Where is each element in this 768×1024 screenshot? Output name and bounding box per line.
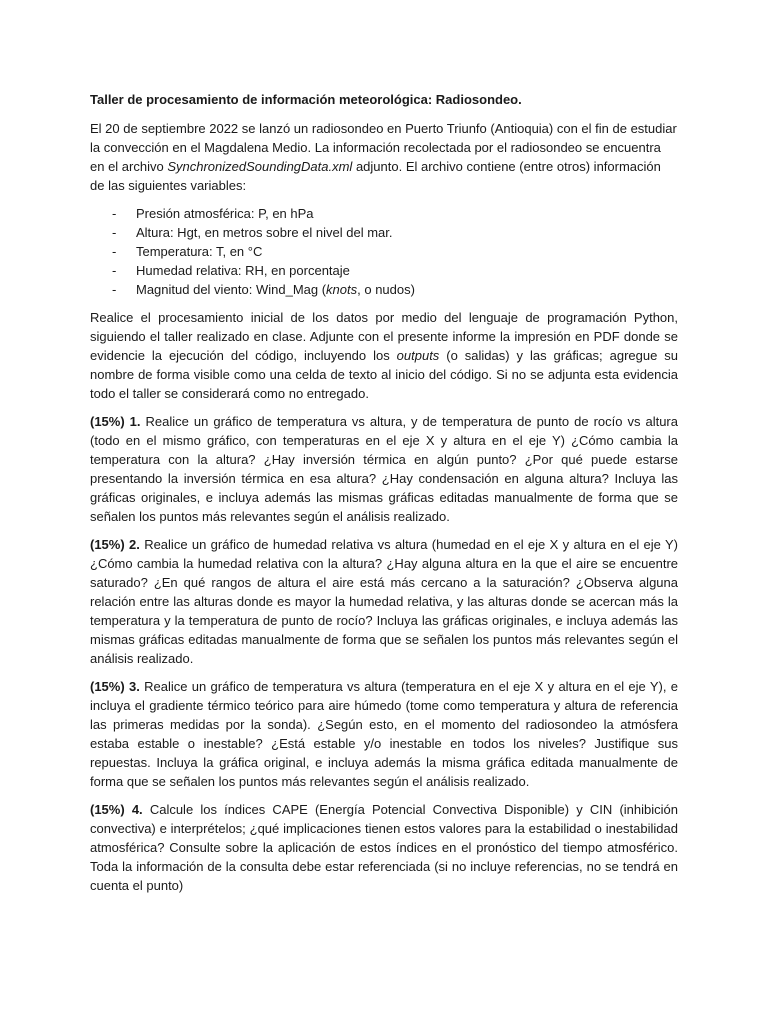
wind-text-italic: knots — [326, 282, 358, 297]
question-4 — [90, 800, 678, 895]
document-page — [90, 90, 678, 904]
question-text: Realice un gráfico de temperatura vs altura (temperatura en el eje X y altura en el eje Y), e incluya el gradiente térmico teórico para aire húmedo (tome como temperatura y altura de referencia las primeras medidas por la sonda). ¿Según esto, en el momento del radiosondeo la atmósfera estaba estable o inestable? ¿Está estable y/o inestable en todos los niveles? Justifique sus repuestas. Incluya la gráfica original, e incluya además la misma gráfica editada manualmente de forma que se señalen los puntos más relevantes según el análisis realizado. — [90, 679, 678, 789]
question-label: (15%) 2. — [90, 537, 140, 552]
processing-paragraph — [90, 308, 678, 403]
list-dash: - — [112, 225, 117, 240]
question-1 — [90, 412, 678, 526]
list-dash: - — [112, 282, 117, 297]
intro-paragraph — [90, 119, 678, 195]
processing-text-1: Realice el procesamiento inicial de los datos por medio del lenguaje de programación Python, siguiendo el taller realizado en clase. Adjunte con el presente informe la impresión en PDF donde se evidencie la ejecución del código, incluyendo los — [90, 310, 678, 363]
processing-italic: outputs — [396, 348, 440, 363]
list-item-text: Presión atmosférica: P, en hPa — [136, 206, 314, 221]
question-label: (15%) 3. — [90, 679, 140, 694]
list-item-text: Temperatura: T, en °C — [136, 244, 263, 259]
intro-text-2: adjunto. El archivo contiene (entre otros) información de las siguientes variables: — [90, 159, 661, 193]
list-dash: - — [112, 263, 117, 278]
list-item — [90, 261, 678, 280]
wind-text-before: Magnitud del viento: Wind_Mag ( — [136, 282, 327, 297]
list-item-text: Altura: Hgt, en metros sobre el nivel del mar. — [136, 225, 393, 240]
list-dash: - — [112, 206, 117, 221]
list-item — [90, 204, 678, 223]
question-text: Realice un gráfico de temperatura vs altura, y de temperatura de punto de rocío vs altura (todo en el mismo gráfico, con temperaturas en el eje X y altura en el eje Y) ¿Cómo cambia la temperatura con la altura? ¿Hay inversión térmica en algún punto? ¿Por qué puede estarse presentando la inversión térmica en esa altura? ¿Hay condensación en alguna altura? Incluya las gráficas originales, e incluya además las mismas gráficas editadas manualmente de forma que se señalen los puntos más relevantes según el análisis realizado. — [90, 414, 678, 524]
question-text: Realice un gráfico de humedad relativa vs altura (humedad en el eje X y altura en el eje Y) ¿Cómo cambia la humedad relativa con la altura? ¿Hay alguna altura en la que el aire se encuentre saturado? ¿En qué rangos de altura el aire está más cercano a la saturación? ¿Observa alguna relación entre las alturas donde es mayor la humedad relativa, y las alturas donde se acercan más la temperatura y la temperatura de punto de rocío? Incluya las gráficas originales, e incluya además las mismas gráficas editadas manualmente de forma que se señalen los puntos más relevantes según el análisis realizado. — [90, 537, 678, 666]
variables-list — [90, 204, 678, 299]
list-item — [90, 280, 678, 299]
intro-filename: SynchronizedSoundingData.xml — [167, 159, 353, 174]
processing-text-2: (o salidas) y las gráficas; agregue su nombre de forma visible como una celda de texto al inicio del código. Si no se adjunta esta evidencia todo el taller se considerará como no entregado. — [90, 348, 678, 401]
intro-text-1: El 20 de septiembre 2022 se lanzó un radiosondeo en Puerto Triunfo (Antioquia) con el fin de estudiar la convección en el Magdalena Medio. La información recolectada por el radiosondeo se encuentra en el archivo — [90, 121, 677, 174]
question-label: (15%) 1. — [90, 414, 141, 429]
wind-text-after: , o nudos) — [357, 282, 415, 297]
list-item — [90, 223, 678, 242]
document-title: Taller de procesamiento de información meteorológica: Radiosondeo. — [90, 92, 522, 107]
question-2 — [90, 535, 678, 668]
question-label: (15%) 4. — [90, 802, 143, 817]
list-item — [90, 242, 678, 261]
question-text: Calcule los índices CAPE (Energía Potencial Convectiva Disponible) y CIN (inhibición convectiva) e interprételos; ¿qué implicaciones tienen estos valores para la estabilidad o inestabilidad atmosférica? Consulte sobre la aplicación de estos índices en el pronóstico del tiempo atmosférico. Toda la información de la consulta debe estar referenciada (si no incluye referencias, no se tendrá en cuenta el punto) — [90, 802, 678, 893]
question-3 — [90, 677, 678, 791]
list-item-text: Humedad relativa: RH, en porcentaje — [136, 263, 350, 278]
list-dash: - — [112, 244, 117, 259]
